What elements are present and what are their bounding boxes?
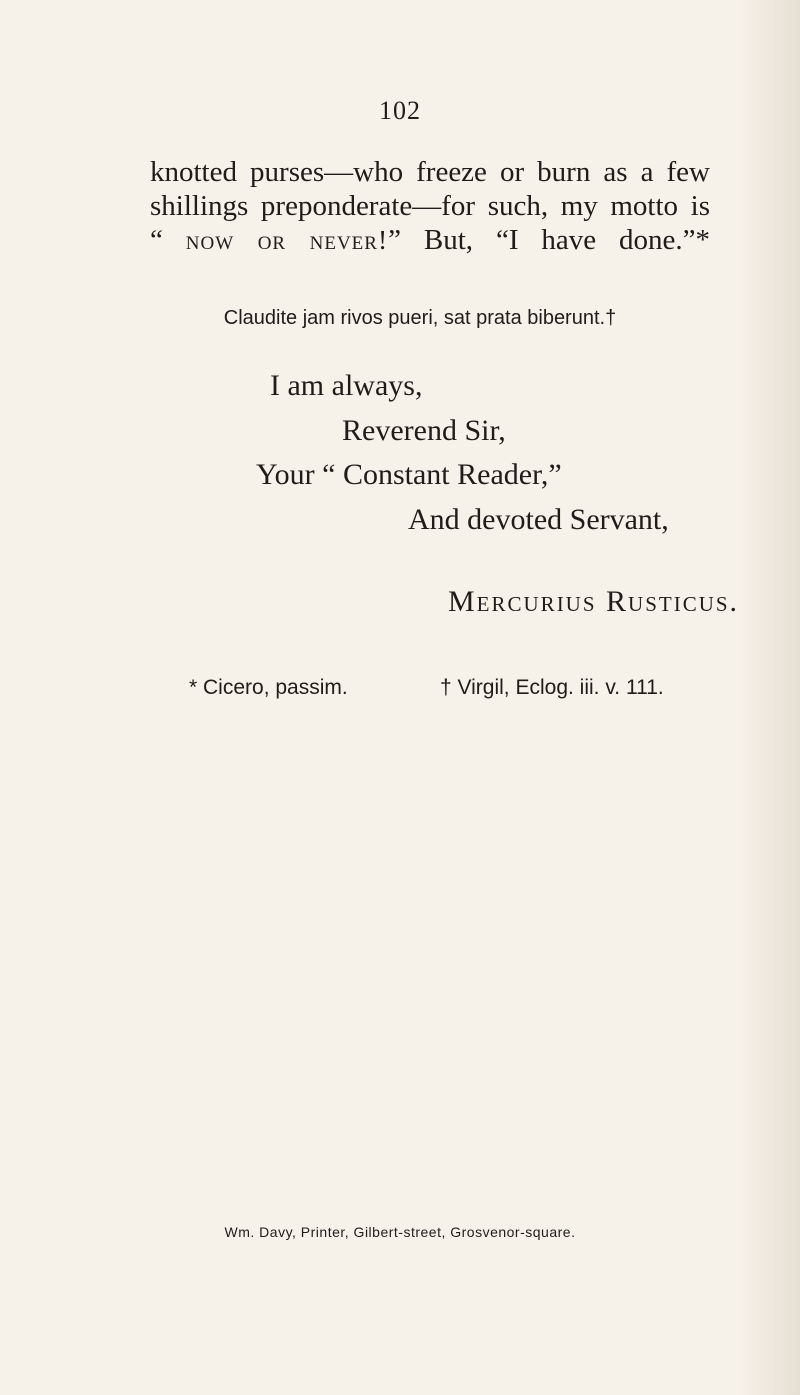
closing-line-always: I am always, [270,369,423,402]
body-paragraph [150,155,710,257]
motto-now-or-never: now or never! [185,224,389,255]
page-number: 102 [379,96,421,125]
body-line-motto [150,223,710,257]
motto-open-quote: “ [150,224,163,256]
latin-quotation: Claudite jam rivos pueri, sat prata biberunt.† [223,307,617,329]
printer-imprint: Wm. Davy, Printer, Gilbert-street, Grosvenor-square. [224,1224,576,1240]
footnote-virgil: † Virgil, Eclog. iii. v. 111. [440,676,664,699]
footnote-cicero: * Cicero, passim. [189,676,348,699]
closing-line-reverend-sir: Reverend Sir, [342,414,506,447]
page-edge-shading [740,0,800,1395]
closing-line-constant-reader: Your “ Constant Reader,” [256,458,562,491]
motto-tail: ” But, “I have done.”* [388,224,711,256]
body-line: knotted purses—who freeze or burn as a few [150,156,710,188]
closing-line-devoted-servant: And devoted Servant, [408,503,669,536]
body-line: shillings preponderate—for such, my motto is [150,190,710,222]
signature: Mercurius Rusticus. [448,585,740,618]
